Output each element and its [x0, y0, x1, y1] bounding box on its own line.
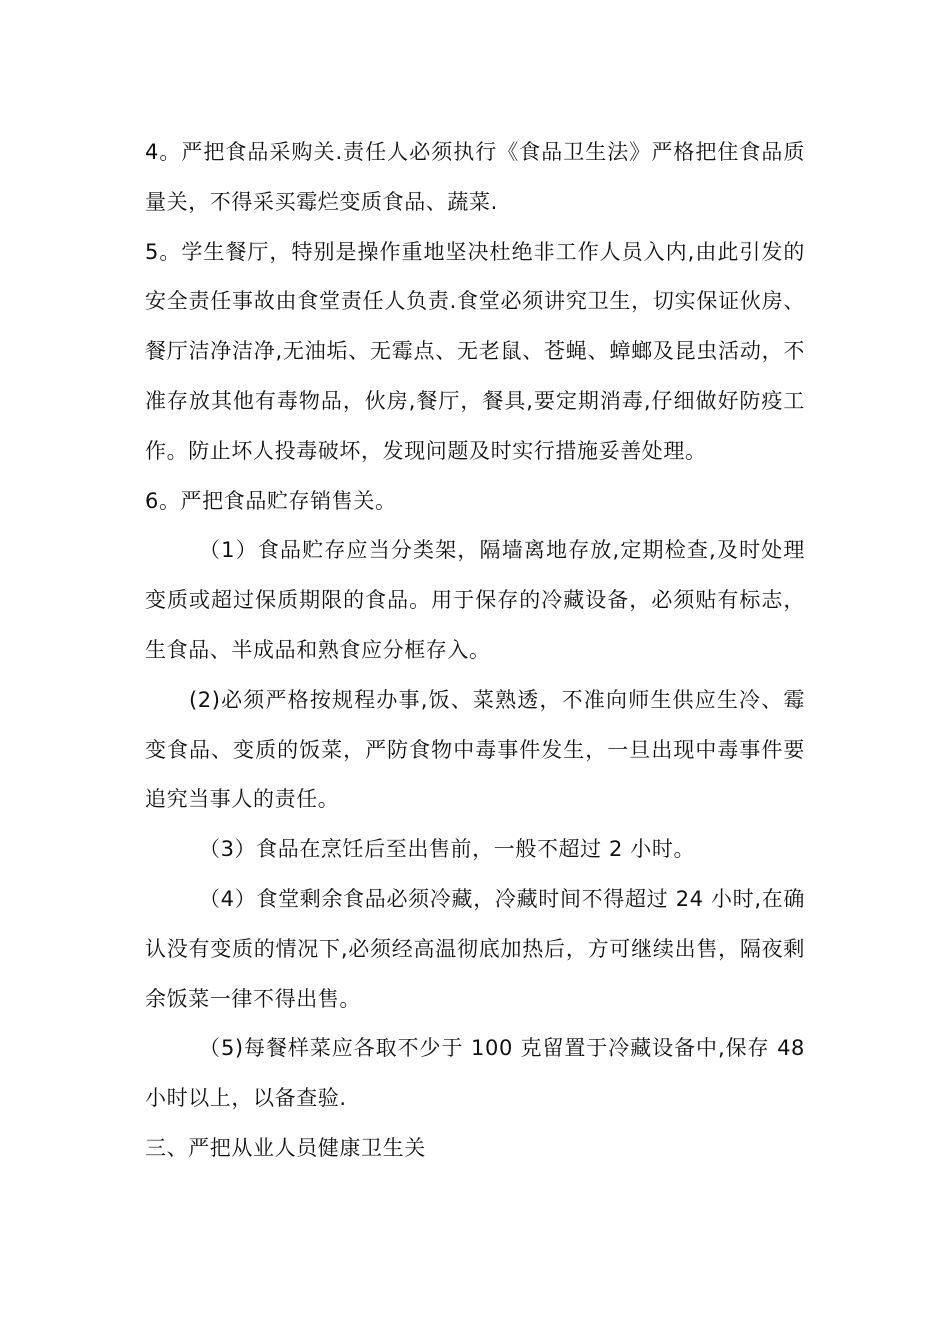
paragraph-item-5: 5。学生餐厅，特别是操作重地坚决杜绝非工作人员入内,由此引发的安全责任事故由食堂责任人负责.食堂必须讲究卫生，切实保证伙房、餐厅洁净洁净,无油垢、无霉点、无老鼠、苍蝇、蟑螂及昆虫活动，不准存放其他有毒物品，伙房,餐厅，餐具,要定期消毒,仔细做好防疫工作。防止坏人投毒破坏，发现问题及时实行措施妥善处理。	[145, 239, 805, 463]
document-body	[145, 128, 805, 1174]
section-heading-3: 三、严把从业人员健康卫生关	[145, 1135, 426, 1160]
subparagraph-5: （5)每餐样菜应各取不少于 100 克留置于冷藏设备中,保存 48 小时以上，以备查验.	[145, 1036, 805, 1111]
paragraph-item-6: 6。严把食品贮存销售关。	[145, 488, 397, 513]
subparagraph-1: （1）食品贮存应当分类架，隔墙离地存放,定期检查,及时处理变质或超过保质期限的食品。用于保存的冷藏设备，必须贴有标志，生食品、半成品和熟食应分框存入。	[145, 538, 805, 662]
subparagraph-4: （4）食堂剩余食品必须冷藏，冷藏时间不得超过 24 小时,在确认没有变质的情况下,必须经高温彻底加热后，方可继续出售，隔夜剩余饭菜一律不得出售。	[145, 886, 805, 1011]
subparagraph-3: （3）食品在烹饪后至出售前，一般不超过 2 小时。	[199, 837, 696, 862]
subparagraph-2: (2)必须严格按规程办事,饭、菜熟透，不准向师生供应生冷、霉变食品、变质的饭菜，严防食物中毒事件发生，一旦出现中毒事件要追究当事人的责任。	[145, 687, 805, 812]
paragraph-item-4: 4。严把食品采购关.责任人必须执行《食品卫生法》严格把住食品质量关，不得采买霉烂变质食品、蔬菜.	[145, 140, 805, 214]
